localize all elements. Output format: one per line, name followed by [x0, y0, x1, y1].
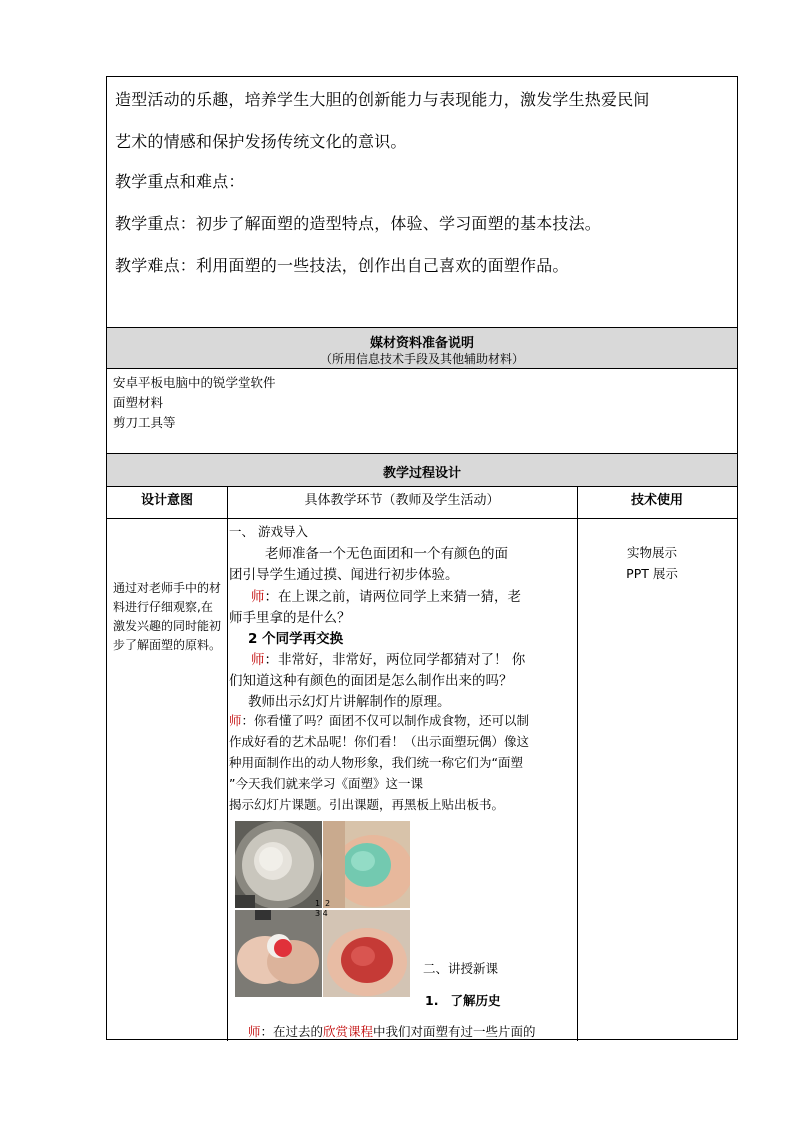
activity-line: 团引导学生通过摸、闻进行初步体验。: [229, 567, 459, 583]
activity-line: 揭示幻灯片课题。引出课题，再黑板上贴出板书。: [229, 797, 505, 812]
material-item-3: 剪刀工具等: [113, 415, 176, 430]
teacher-line: 师：你看懂了吗？面团不仅可以制作成食物，还可以制: [229, 713, 530, 728]
photo-tag: 2: [325, 899, 331, 908]
process-header: [107, 454, 737, 486]
dough-photo-collage: [235, 821, 411, 997]
activity-line: ”今天我们就来学习《面塑》这一课: [229, 776, 423, 791]
activity-line: 们知道这种有颜色的面团是怎么制作出来的吗？: [229, 673, 513, 689]
photo-red-dough-hands: [235, 910, 322, 997]
activity-line: 老师准备一个无色面团和一个有颜色的面: [265, 546, 508, 562]
subsection-history: 1. 了解历史: [425, 993, 501, 1008]
column-header-tech: 技术使用: [630, 493, 683, 508]
divider: [107, 368, 737, 369]
photo-flour-plate: [235, 821, 322, 908]
media-header: [107, 328, 737, 368]
activity-line-bold: 2 个同学再交换: [248, 631, 344, 647]
material-item-2: 面塑材料: [113, 395, 164, 410]
design-intent-text: 通过对老师手中的材料进行仔细观察,在激发兴趣的同时能初步了解面塑的原料。: [113, 581, 222, 652]
photo-green-dough: [323, 821, 410, 908]
speaker-label: 师: [251, 652, 265, 668]
teacher-line: 师：非常好，非常好，两位同学都猜对了！ 你: [251, 652, 526, 668]
section-game-intro: 一、 游戏导入: [229, 524, 308, 539]
material-item-1: 安卓平板电脑中的锐学堂软件: [113, 375, 276, 390]
teacher-line: 师：在上课之前，请两位同学上来猜一猜，老: [251, 589, 521, 605]
speaker-label: 师: [251, 589, 265, 605]
photo-tag: 3 4: [315, 909, 328, 918]
photo-red-ball: [323, 910, 410, 997]
key-point-line: 教学重点：初步了解面塑的造型特点，体验、学习面塑的基本技法。: [115, 214, 602, 233]
column-header-intent: 设计意图: [140, 493, 193, 508]
activity-line: 教师出示幻灯片讲解制作的原理。: [248, 694, 451, 710]
activity-line: 作成好看的艺术品呢！你们看！（出示面塑玩偶）像这: [229, 734, 530, 749]
teacher-line: 师：在过去的欣赏课程中我们对面塑有过一些片面的: [248, 1024, 536, 1039]
media-title: 媒材资料准备说明: [369, 336, 474, 351]
objectives-section: [107, 77, 737, 327]
activity-line: 种用面制作出的动人物形象，我们统一称它们为“面塑: [229, 755, 523, 770]
objective-line-2: 艺术的情感和保护发扬传统文化的意识。: [115, 132, 407, 151]
photo-tag: 1: [315, 899, 321, 908]
activity-line: 师手里拿的是什么？: [229, 610, 351, 626]
divider: [107, 518, 737, 519]
objective-line-1: 造型活动的乐趣，培养学生大胆的创新能力与表现能力，激发学生热爱民间: [115, 90, 650, 109]
speaker-label: 师: [229, 713, 242, 728]
lesson-plan-table: [106, 76, 738, 1040]
speaker-label: 师: [248, 1024, 261, 1039]
difficulty-line: 教学难点：利用面塑的一些技法，创作出自己喜欢的面塑作品。: [115, 256, 569, 275]
tech-item-1: 实物展示: [626, 545, 677, 560]
column-divider: [227, 486, 228, 1041]
key-points-heading: 教学重点和难点：: [115, 172, 245, 191]
section-new-lesson: 二、讲授新课: [423, 961, 499, 976]
process-title: 教学过程设计: [382, 466, 461, 481]
media-subtitle: （所用信息技术手段及其他辅助材料）: [319, 352, 524, 366]
divider: [107, 486, 737, 487]
column-header-activities: 具体教学环节（教师及学生活动）: [304, 493, 500, 508]
tech-item-2: PPT 展示: [626, 566, 678, 581]
